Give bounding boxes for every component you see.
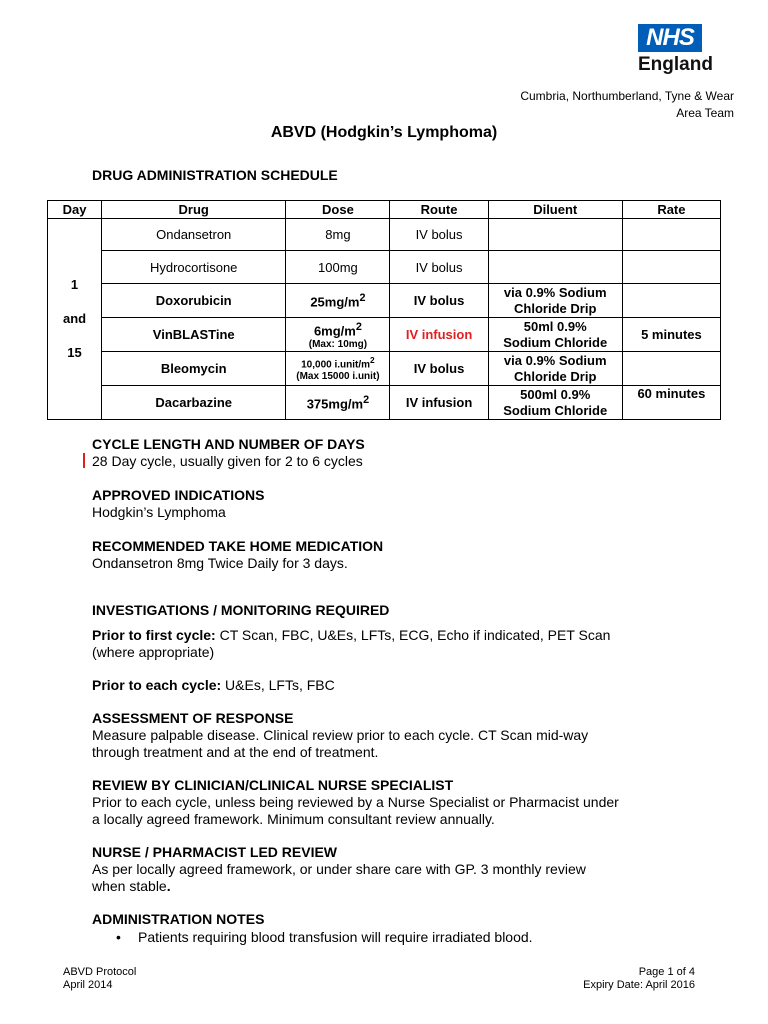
table-row	[48, 386, 721, 420]
logo-region: England	[638, 54, 713, 75]
rate-cell: 5 minutes	[622, 318, 720, 352]
table-row	[48, 219, 721, 251]
dose-cell: $25mg/m^2$	[286, 284, 390, 318]
cycle-heading: CYCLE LENGTH AND NUMBER OF DAYS	[92, 436, 365, 452]
rate-cell	[622, 219, 720, 251]
header-day: Day	[48, 201, 102, 219]
dose-cell: $6mg/m^2$ (Max: 10mg)	[286, 318, 390, 352]
drug-cell: Hydrocortisone	[102, 251, 286, 284]
document-title: ABVD (Hodgkin’s Lymphoma)	[270, 124, 498, 141]
route-cell: IV bolus	[390, 219, 488, 251]
rate-cell	[622, 284, 720, 318]
dose-cell: 100mg	[286, 251, 390, 284]
route-cell: IV bolus	[390, 352, 488, 386]
nhs-logo-box: NHS	[638, 24, 702, 52]
review-heading: REVIEW BY CLINICIAN/CLINICAL NURSE SPECIALIST	[92, 777, 454, 793]
assessment-line2: through treatment and at the end of treatment.	[92, 744, 379, 760]
table-row	[48, 352, 721, 386]
admin-notes-heading: ADMINISTRATION NOTES	[92, 911, 265, 927]
drug-cell: Ondansetron	[102, 219, 286, 251]
table-header-row	[48, 201, 721, 219]
header-rate: Rate	[622, 201, 720, 219]
drug-cell: Doxorubicin	[102, 284, 286, 318]
admin-notes-bullet: •	[116, 929, 121, 945]
table-row	[48, 284, 721, 318]
admin-notes-item: Patients requiring blood transfusion will require irradiated blood.	[138, 929, 533, 945]
area-team-line2: Area Team	[676, 106, 734, 120]
diluent-cell: 50ml 0.9% Sodium Chloride	[488, 318, 622, 352]
review-line1: Prior to each cycle, unless being reviewed by a Nurse Specialist or Pharmacist under	[92, 794, 619, 810]
area-team-line1: Cumbria, Northumberland, Tyne & Wear	[520, 89, 734, 103]
nhs-england-logo	[638, 24, 713, 76]
nurse-review-heading: NURSE / PHARMACIST LED REVIEW	[92, 844, 338, 860]
route-cell: IV bolus	[390, 284, 488, 318]
footer-expiry: Expiry Date: April 2016	[583, 979, 695, 991]
diluent-cell: via 0.9% Sodium Chloride Drip	[488, 284, 622, 318]
rate-cell	[622, 251, 720, 284]
footer-date: April 2014	[63, 979, 113, 991]
route-cell: IV infusion	[390, 318, 488, 352]
day-cell: 1 and 15	[48, 219, 102, 420]
take-home-heading: RECOMMENDED TAKE HOME MEDICATION	[92, 538, 384, 554]
review-line2: a locally agreed framework. Minimum consultant review annually.	[92, 811, 495, 827]
drug-schedule-table	[47, 200, 721, 420]
prior-first-cycle-cont: (where appropriate)	[92, 644, 215, 660]
diluent-cell: via 0.9% Sodium Chloride Drip	[488, 352, 622, 386]
table-row	[48, 251, 721, 284]
header-route: Route	[390, 201, 488, 219]
assessment-line1: Measure palpable disease. Clinical review prior to each cycle. CT Scan mid-way	[92, 727, 589, 743]
drug-cell: Bleomycin	[102, 352, 286, 386]
footer-protocol: ABVD Protocol	[63, 966, 137, 978]
route-cell: IV bolus	[390, 251, 488, 284]
footer-page: Page 1 of 4	[638, 966, 695, 978]
investigations-heading: INVESTIGATIONS / MONITORING REQUIRED	[92, 602, 390, 618]
drug-cell: Dacarbazine	[102, 386, 286, 420]
header-diluent: Diluent	[488, 201, 622, 219]
dose-cell: 8mg	[286, 219, 390, 251]
dose-cell: $375mg/m^2$	[286, 386, 390, 420]
rate-cell	[622, 352, 720, 386]
drug-cell: VinBLASTine	[102, 318, 286, 352]
header-dose: Dose	[286, 201, 390, 219]
prior-first-cycle: Prior to first cycle: CT Scan, FBC, U&Es, LFTs, ECG, Echo if indicated, PET Scan	[92, 627, 611, 643]
rate-cell: 60 minutes	[622, 386, 720, 420]
indications-heading: APPROVED INDICATIONS	[92, 487, 265, 503]
cycle-text: 28 Day cycle, usually given for 2 to 6 cycles	[92, 453, 363, 469]
diluent-cell	[488, 251, 622, 284]
diluent-cell	[488, 219, 622, 251]
dose-cell: 10,000 $i.unit/m^2$ (Max 15000 i.unit)	[286, 352, 390, 386]
table-row	[48, 318, 721, 352]
assessment-heading: ASSESSMENT OF RESPONSE	[92, 710, 294, 726]
indications-text: Hodgkin’s Lymphoma	[92, 504, 226, 520]
prior-each-cycle: Prior to each cycle: U&Es, LFTs, FBC	[92, 677, 335, 693]
text-cursor	[83, 453, 85, 468]
take-home-text: Ondansetron 8mg Twice Daily for 3 days.	[92, 555, 348, 571]
nurse-review-line2: when stable.	[92, 878, 171, 894]
nurse-review-line1: As per locally agreed framework, or under share care with GP. 3 monthly review	[92, 861, 586, 877]
route-cell: IV infusion	[390, 386, 488, 420]
header-drug: Drug	[102, 201, 286, 219]
schedule-heading: DRUG ADMINISTRATION SCHEDULE	[92, 167, 338, 183]
diluent-cell: 500ml 0.9% Sodium Chloride	[488, 386, 622, 420]
